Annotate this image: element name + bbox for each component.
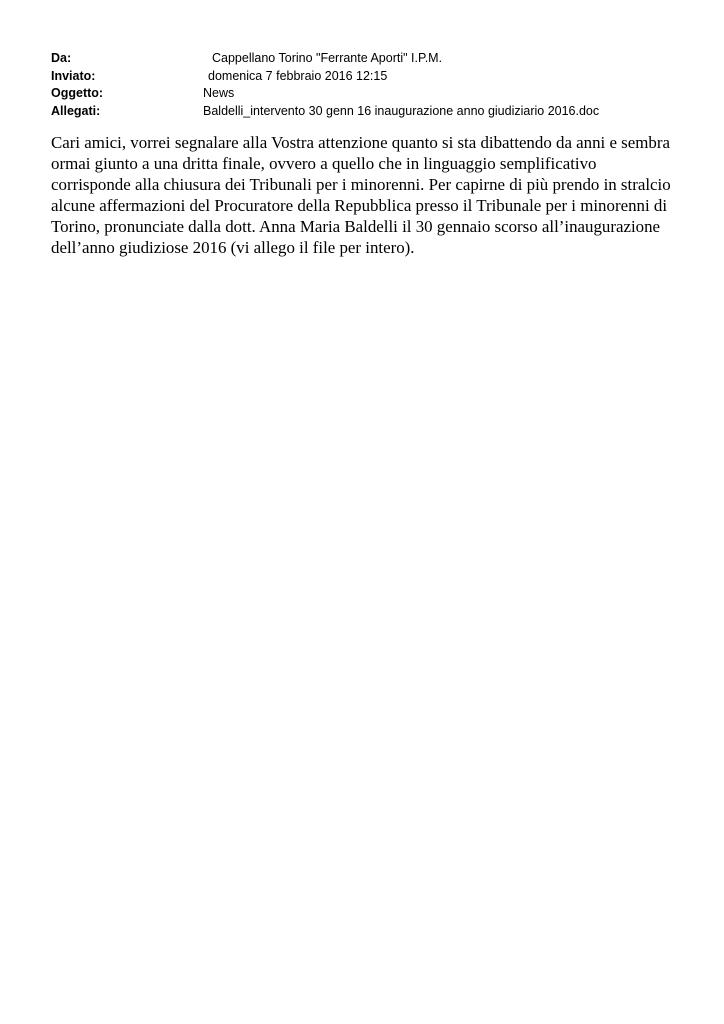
header-row-from [51, 50, 691, 68]
header-row-sent [51, 68, 691, 86]
header-row-subject [51, 85, 691, 103]
sent-label: Inviato: [51, 68, 96, 83]
email-header [51, 50, 691, 120]
header-row-attachments [51, 103, 691, 121]
from-value: Cappellano Torino "Ferrante Aporti" I.P.M. [212, 51, 443, 65]
attachments-label: Allegati: [51, 103, 101, 118]
attachment-filename: Baldelli_intervento 30 genn 16 inaugurazione anno giudiziario 2016.doc [203, 103, 600, 118]
subject-label: Oggetto: [51, 86, 104, 100]
email-body-paragraph: Cari amici, vorrei segnalare alla Vostra attenzione quanto si sta dibattendo da anni e sembra ormai giunto a una dritta finale, ovvero a quello che in linguaggio semplificativo corrisponde alla chiusura dei Tribunali per i minorenni. Per capirne di più prendo in stralcio alcune affermazioni del Procuratore della Repubblica presso il Tribunale per i minorenni di Torino, pronunciate dalla dott. Anna Maria Baldelli il 30 gennaio scorso all’inaugurazione dell’anno giudiziose 2016 (vi allego il file per intero). [51, 133, 671, 257]
subject-value: News [203, 86, 235, 100]
sent-value: domenica 7 febbraio 2016 12:15 [208, 68, 388, 83]
from-label: Da: [51, 51, 72, 65]
